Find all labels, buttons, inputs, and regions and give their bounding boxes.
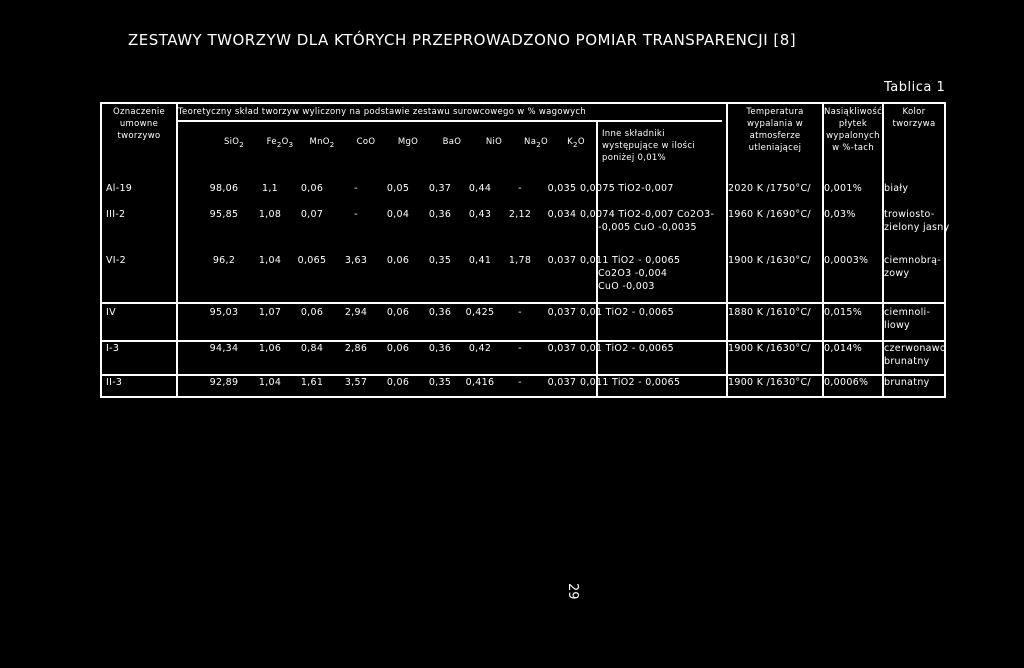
cell-k2o: 0,037 — [547, 307, 577, 318]
cell-temp: 1900 K /1630°C/ — [728, 343, 811, 354]
cell-k2o: 0,037 — [547, 255, 577, 266]
cell-abs: 0,014% — [824, 343, 863, 354]
cell-coo: 3,57 — [344, 377, 368, 388]
cell-coo: 2,86 — [344, 343, 368, 354]
cell-sio2: 98,06 — [209, 183, 239, 194]
header-k2o: $K_2O$ — [567, 137, 585, 149]
cell-id: VI-2 — [106, 255, 126, 266]
header-mno2: MnO$_2$ — [309, 137, 335, 149]
cell-other: 0,011 TiO2 - 0,0065 — [580, 255, 681, 266]
cell-coo: - — [354, 209, 358, 220]
cell-other: 0,011 TiO2 - 0,0065 — [580, 377, 681, 388]
cell-fe2o3: 1,04 — [258, 377, 282, 388]
cell-bao: 0,36 — [428, 209, 452, 220]
cell-k2o: 0,034 — [547, 209, 577, 220]
cell-color: czerwonawo — [884, 343, 946, 354]
header-coo: CoO — [356, 137, 376, 147]
cell-other: 0,01 TiO2 - 0,0065 — [580, 343, 674, 354]
cell-nio: 0,44 — [468, 183, 492, 194]
cell-color: brunatny — [884, 377, 930, 388]
header-sio2: SiO$_2$ — [223, 137, 245, 149]
cell-nio: 0,416 — [465, 377, 495, 388]
cell-fe2o3: 1,04 — [258, 255, 282, 266]
page-title: ZESTAWY TWORZYW DLA KTÓRYCH PRZEPROWADZONO POMIAR TRANSPARENCJI [8] — [128, 31, 797, 49]
cell-fe2o3: 1,08 — [258, 209, 282, 220]
cell-other2: -0,005 CuO -0,0035 — [598, 222, 697, 233]
cell-bao: 0,35 — [428, 377, 452, 388]
header-bao: BaO — [442, 137, 462, 147]
cell-mgo: 0,04 — [386, 209, 410, 220]
cell-temp: 1900 K /1630°C/ — [728, 255, 811, 266]
cell-color2: zowy — [884, 268, 910, 279]
cell-color: biały — [884, 183, 909, 194]
header-absorbency: Nasiąkliwość płytek wypalonych w %-tach — [824, 107, 883, 153]
cell-color: ciemnoli- — [884, 307, 931, 318]
cell-mno2: 0,06 — [300, 183, 324, 194]
cell-coo: 2,94 — [344, 307, 368, 318]
cell-nio: 0,43 — [468, 209, 492, 220]
cell-bao: 0,35 — [428, 255, 452, 266]
cell-abs: 0,0003% — [824, 255, 869, 266]
cell-na2o: 2,12 — [508, 209, 532, 220]
cell-abs: 0,001% — [824, 183, 863, 194]
cell-k2o: 0,037 — [547, 343, 577, 354]
cell-other: 0,01 TiO2 - 0,0065 — [580, 307, 674, 318]
cell-temp: 1900 K /1630°C/ — [728, 377, 811, 388]
cell-other3: CuO -0,003 — [598, 281, 655, 292]
cell-other2: Co2O3 -0,004 — [598, 268, 668, 279]
cell-id: IV — [106, 307, 116, 318]
cell-coo: - — [354, 183, 358, 194]
cell-mno2: 0,84 — [300, 343, 324, 354]
header-temperature: Temperatura wypalania w atmosferze utleniającej — [746, 107, 804, 153]
cell-na2o: - — [518, 183, 522, 194]
cell-sio2: 94,34 — [209, 343, 239, 354]
cell-mgo: 0,06 — [386, 307, 410, 318]
header-mgo: MgO — [397, 137, 419, 147]
cell-mgo: 0,06 — [386, 377, 410, 388]
header-other: Inne składniki występujące w ilości poniżej 0,01% — [602, 129, 695, 163]
composition-table — [100, 102, 950, 398]
cell-sio2: 95,03 — [209, 307, 239, 318]
cell-temp: 1960 K /1690°C/ — [728, 209, 811, 220]
cell-color2: brunatny — [884, 356, 930, 367]
header-na2o: $Na_2O$ — [524, 137, 548, 149]
cell-abs: 0,0006% — [824, 377, 869, 388]
cell-color: trowiosto- — [884, 209, 935, 220]
cell-sio2: 96,2 — [212, 255, 236, 266]
cell-color2: zielony jasny — [884, 222, 950, 233]
header-designation: Oznaczenie umowne tworzywo — [112, 107, 166, 141]
cell-other: 0,0075 TiO2-0,007 — [580, 183, 674, 194]
cell-na2o: - — [518, 343, 522, 354]
cell-bao: 0,37 — [428, 183, 452, 194]
cell-color2: liowy — [884, 320, 910, 331]
cell-other: 0,0074 TiO2-0,007 Co2O3- — [580, 209, 715, 220]
cell-na2o: - — [518, 307, 522, 318]
cell-color: ciemnobrą- — [884, 255, 941, 266]
cell-sio2: 95,85 — [209, 209, 239, 220]
cell-id: II-3 — [106, 377, 123, 388]
cell-abs: 0,015% — [824, 307, 863, 318]
cell-id: Al-19 — [106, 183, 133, 194]
cell-mno2: 0,065 — [297, 255, 327, 266]
cell-mgo: 0,05 — [386, 183, 410, 194]
cell-abs: 0,03% — [824, 209, 856, 220]
cell-k2o: 0,037 — [547, 377, 577, 388]
cell-mgo: 0,06 — [386, 343, 410, 354]
cell-mno2: 0,06 — [300, 307, 324, 318]
cell-nio: 0,42 — [468, 343, 492, 354]
cell-id: III-2 — [106, 209, 126, 220]
cell-mno2: 0,07 — [300, 209, 324, 220]
cell-temp: 1880 K /1610°C/ — [728, 307, 811, 318]
cell-nio: 0,41 — [468, 255, 492, 266]
cell-k2o: 0,035 — [547, 183, 577, 194]
cell-fe2o3: 1,06 — [258, 343, 282, 354]
cell-coo: 3,63 — [344, 255, 368, 266]
cell-sio2: 92,89 — [209, 377, 239, 388]
header-fe2o3: $Fe_2O_3$ — [266, 137, 294, 149]
cell-id: I-3 — [106, 343, 120, 354]
cell-mgo: 0,06 — [386, 255, 410, 266]
header-color: Kolor tworzywa — [892, 107, 936, 129]
cell-fe2o3: 1,1 — [261, 183, 278, 194]
cell-bao: 0,36 — [428, 307, 452, 318]
header-nio: NiO — [485, 137, 503, 147]
cell-na2o: 1,78 — [508, 255, 532, 266]
header-theoretical: Teoretyczny skład tworzyw wyliczony na podstawie zestawu surowcowego w % wagowych — [178, 107, 587, 117]
cell-temp: 2020 K /1750°C/ — [728, 183, 811, 194]
cell-nio: 0,425 — [465, 307, 495, 318]
cell-bao: 0,36 — [428, 343, 452, 354]
cell-na2o: - — [518, 377, 522, 388]
cell-fe2o3: 1,07 — [258, 307, 282, 318]
cell-mno2: 1,61 — [300, 377, 324, 388]
page-number: 29 — [565, 583, 580, 600]
table-label: Tablica 1 — [884, 80, 946, 95]
